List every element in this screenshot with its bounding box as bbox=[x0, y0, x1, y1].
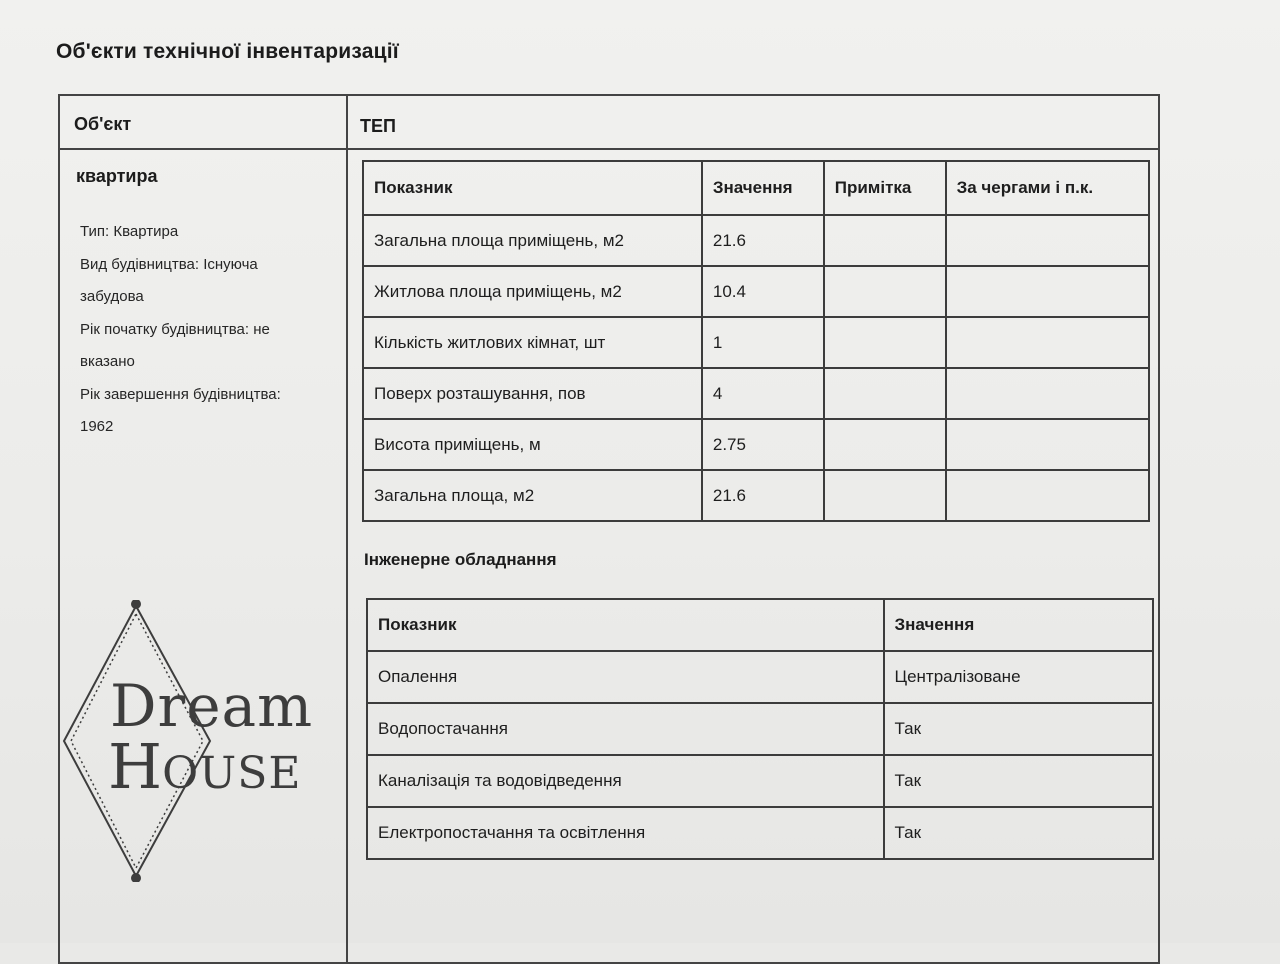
frame-column-divider bbox=[346, 96, 348, 962]
table-row bbox=[363, 419, 1149, 470]
engineering-cell-value: Так bbox=[884, 703, 1153, 755]
table-row bbox=[363, 470, 1149, 521]
tep-cell-note bbox=[824, 419, 946, 470]
dream-house-watermark-logo bbox=[60, 600, 320, 882]
table-row bbox=[363, 266, 1149, 317]
object-prop-line: забудова bbox=[80, 288, 144, 305]
tep-cell-indicator: Висота приміщень, м bbox=[363, 419, 702, 470]
object-prop-line: вказано bbox=[80, 353, 135, 370]
tep-header-cell: Значення bbox=[702, 161, 824, 215]
tep-cell-value: 21.6 bbox=[702, 215, 824, 266]
engineering-table bbox=[366, 598, 1154, 860]
engineering-cell-value: Централізоване bbox=[884, 651, 1153, 703]
tep-cell-indicator: Кількість житлових кімнат, шт bbox=[363, 317, 702, 368]
table-row bbox=[367, 755, 1153, 807]
table-row bbox=[363, 215, 1149, 266]
tep-cell-indicator: Загальна площа, м2 bbox=[363, 470, 702, 521]
object-column-header: Об'єкт bbox=[74, 114, 132, 134]
tep-cell-value: 21.6 bbox=[702, 470, 824, 521]
table-row bbox=[367, 807, 1153, 859]
engineering-header-cell: Значення bbox=[884, 599, 1153, 651]
tep-cell-note bbox=[824, 215, 946, 266]
tep-cell-value: 4 bbox=[702, 368, 824, 419]
tep-header-cell: Показник bbox=[363, 161, 702, 215]
frame-header-divider bbox=[60, 148, 1158, 150]
tep-table bbox=[362, 160, 1150, 522]
tep-cell-note bbox=[824, 266, 946, 317]
object-prop-line: Тип: Квартира bbox=[80, 223, 179, 240]
engineering-cell-indicator: Електропостачання та освітлення bbox=[367, 807, 884, 859]
document-title: Об'єкти технічної інвентаризації bbox=[56, 40, 399, 63]
tep-cell-stages bbox=[946, 368, 1149, 419]
tep-header-row bbox=[363, 161, 1149, 215]
tep-cell-note bbox=[824, 317, 946, 368]
object-prop-line: Вид будівництва: Існуюча bbox=[80, 255, 258, 273]
table-row bbox=[367, 703, 1153, 755]
table-row bbox=[363, 317, 1149, 368]
tep-cell-value: 1 bbox=[702, 317, 824, 368]
tep-cell-note bbox=[824, 368, 946, 419]
tep-cell-stages bbox=[946, 419, 1149, 470]
logo-house-text bbox=[108, 730, 302, 803]
tep-cell-indicator: Загальна площа приміщень, м2 bbox=[363, 215, 702, 266]
tep-cell-stages bbox=[946, 215, 1149, 266]
tep-cell-stages bbox=[946, 470, 1149, 521]
engineering-section-title: Інженерне обладнання bbox=[364, 550, 557, 569]
engineering-cell-indicator: Каналізація та водовідведення bbox=[367, 755, 884, 807]
tep-cell-stages bbox=[946, 317, 1149, 368]
engineering-cell-indicator: Опалення bbox=[367, 651, 884, 703]
engineering-cell-value: Так bbox=[884, 807, 1153, 859]
tep-header-cell: Примітка bbox=[824, 161, 946, 215]
engineering-header-row bbox=[367, 599, 1153, 651]
tep-cell-value: 10.4 bbox=[702, 266, 824, 317]
tep-cell-note bbox=[824, 470, 946, 521]
tep-cell-value: 2.75 bbox=[702, 419, 824, 470]
object-prop-line: 1962 bbox=[80, 418, 114, 435]
object-prop-line: Рік завершення будівництва: bbox=[80, 385, 281, 403]
logo-house-initial: H bbox=[108, 730, 163, 803]
tep-header-cell: За чергами і п.к. bbox=[946, 161, 1149, 215]
engineering-cell-indicator: Водопостачання bbox=[367, 703, 884, 755]
logo-house-rest: OUSE bbox=[162, 748, 302, 799]
object-properties bbox=[80, 216, 338, 444]
object-prop-line: Рік початку будівництва: не bbox=[80, 320, 270, 338]
logo-dream-text: Dream bbox=[110, 672, 314, 740]
tep-cell-indicator: Поверх розташування, пов bbox=[363, 368, 702, 419]
tep-column-header: ТЕП bbox=[360, 116, 396, 136]
tep-cell-indicator: Житлова площа приміщень, м2 bbox=[363, 266, 702, 317]
engineering-header-cell: Показник bbox=[367, 599, 884, 651]
tep-cell-stages bbox=[946, 266, 1149, 317]
table-row bbox=[367, 651, 1153, 703]
table-row bbox=[363, 368, 1149, 419]
object-name: квартира bbox=[76, 166, 158, 186]
engineering-cell-value: Так bbox=[884, 755, 1153, 807]
